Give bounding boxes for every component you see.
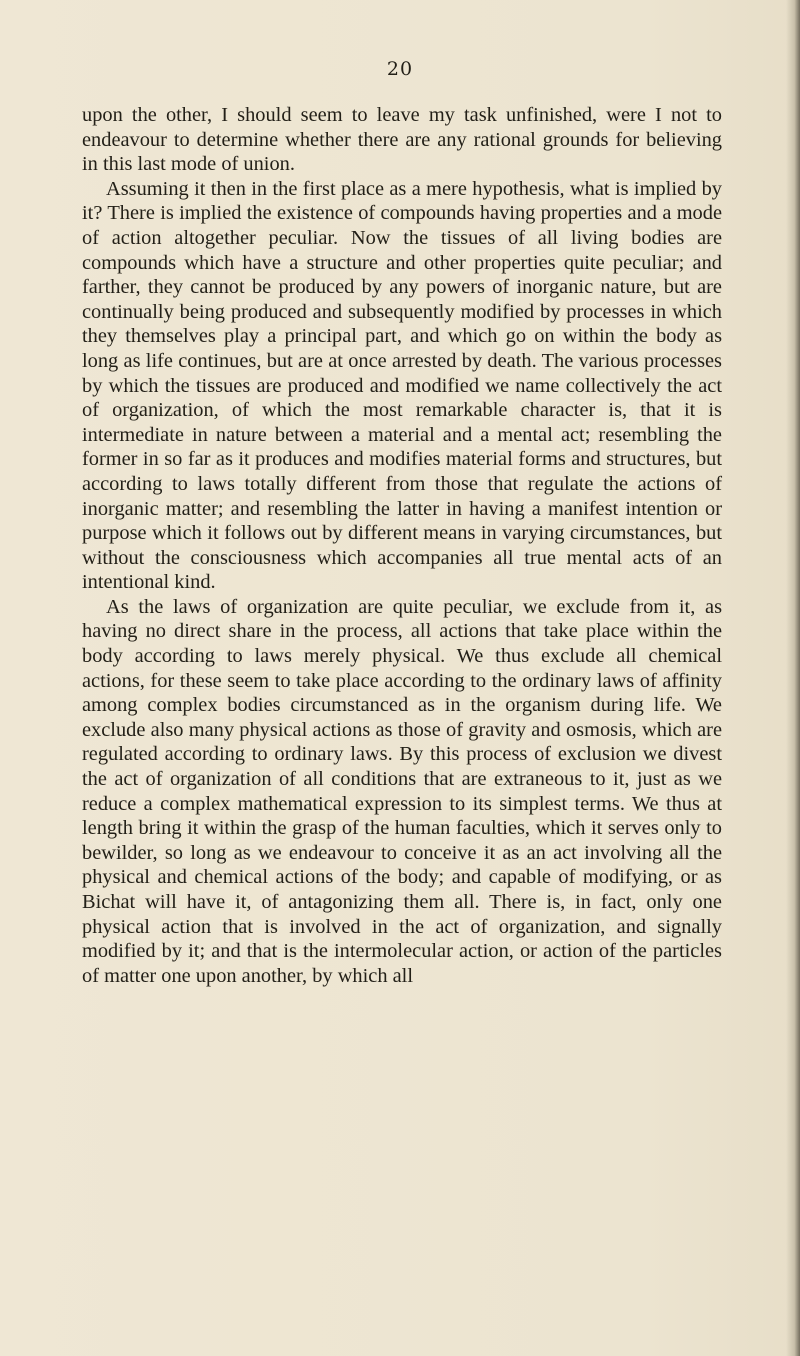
page-number: 20 bbox=[386, 58, 414, 80]
paragraph-continuation: upon the other, I should seem to leave my task unfinished, were I not to endeavour to determine whether there are any rational grounds for believing in this last mode of union. bbox=[82, 104, 722, 176]
paragraph-laws-of-organization: As the laws of organization are quite peculiar, we exclude from it, as having no direct share in the process, all actions that take place within the body according to laws merely physical. We thus exclude all chemical actions, for these seem to take place according to the ordinary laws of affinity among complex bodies circumstanced as in the organism during life. We exclude also many physical actions as those of gravity and osmosis, which are regulated according to ordinary laws. By this process of exclusion we divest the act of organization of all conditions that are extraneous to it, just as we reduce a complex mathematical expression to its simplest terms. We thus at length bring it within the grasp of the human faculties, which it serves only to bewilder, so long as we endeavour to conceive it as an act involving all the physical and chemical actions of the body; and capable of modifying, or as Bichat will have it, of antagonizing them all. There is, in fact, only one physical action that is involved in the act of organization, and signally modified by it; and that is the intermolecular action, or action of the particles of matter one upon another, by which all bbox=[82, 595, 722, 987]
body-text bbox=[82, 103, 722, 988]
paragraph-hypothesis: Assuming it then in the first place as a mere hypothesis, what is implied by it? There is implied the existence of compounds having properties and a mode of action altogether peculiar. Now the tissues of all living bodies are compounds which have a structure and other properties quite peculiar; and farther, they cannot be produced by any powers of inorganic nature, but are continually being produced and subsequently modified by processes in which they themselves play a principal part, and which go on within the body as long as life continues, but are at once arrested by death. The various processes by which the tissues are produced and modified we name collectively the act of organization, of which the most remarkable character is, that it is intermediate in nature between a material and a mental act; resembling the former in so far as it produces and modifies material forms and structures, but according to laws totally different from those that regulate the actions of inorganic matter; and resembling the latter in having a manifest intention or purpose which it follows out by different means in varying circumstances, but without the consciousness which accompanies all true mental acts of an intentional kind. bbox=[82, 177, 722, 594]
page-edge-shadow bbox=[786, 0, 800, 1356]
